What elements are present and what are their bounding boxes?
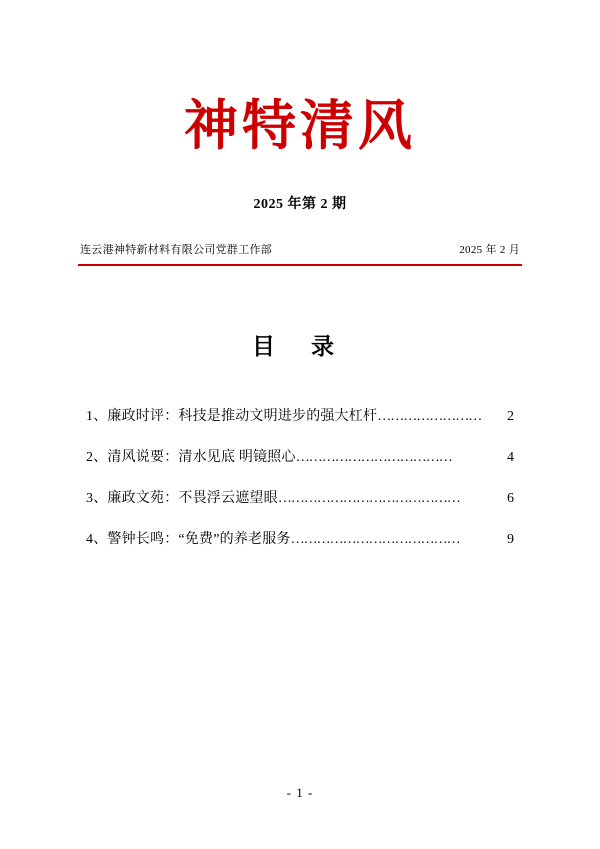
publisher-name: 连云港神特新材料有限公司党群工作部 <box>80 244 273 257</box>
toc-leader-dots: ………………………………… <box>290 532 460 548</box>
toc-entry-page: 4 <box>507 450 514 466</box>
toc-leader-dots: ……………………………… <box>295 450 452 466</box>
list-item[interactable] <box>86 405 514 425</box>
toc-entry-label: 4、警钟长鸣：“免费”的养老服务 <box>86 532 291 548</box>
issue-number: 2025 年第 2 期 <box>253 197 347 213</box>
list-item[interactable] <box>86 528 514 548</box>
toc-entry-page: 6 <box>507 491 514 507</box>
list-item[interactable] <box>86 487 514 507</box>
masthead-title: 神特清风 <box>184 93 416 157</box>
table-of-contents <box>78 405 522 548</box>
toc-entry-page: 2 <box>507 409 514 425</box>
publisher-row <box>78 241 522 257</box>
toc-entry-label: 3、廉政文苑：不畏浮云遮望眼 <box>86 491 278 507</box>
toc-entry-page: 9 <box>507 532 514 548</box>
toc-leader-dots: …………………………………… <box>277 491 460 507</box>
page-number: - 1 - <box>286 785 314 800</box>
toc-entry-label: 1、廉政时评：科技是推动文明进步的强大杠杆 <box>86 409 378 425</box>
publication-date: 2025 年 2 月 <box>459 244 520 257</box>
list-item[interactable] <box>86 446 514 466</box>
toc-entry-label: 2、清风说要：清水见底 明镜照心 <box>86 450 296 466</box>
toc-heading: 目 录 <box>251 333 348 361</box>
header-divider <box>78 264 522 266</box>
toc-leader-dots: …………………… <box>377 409 482 425</box>
